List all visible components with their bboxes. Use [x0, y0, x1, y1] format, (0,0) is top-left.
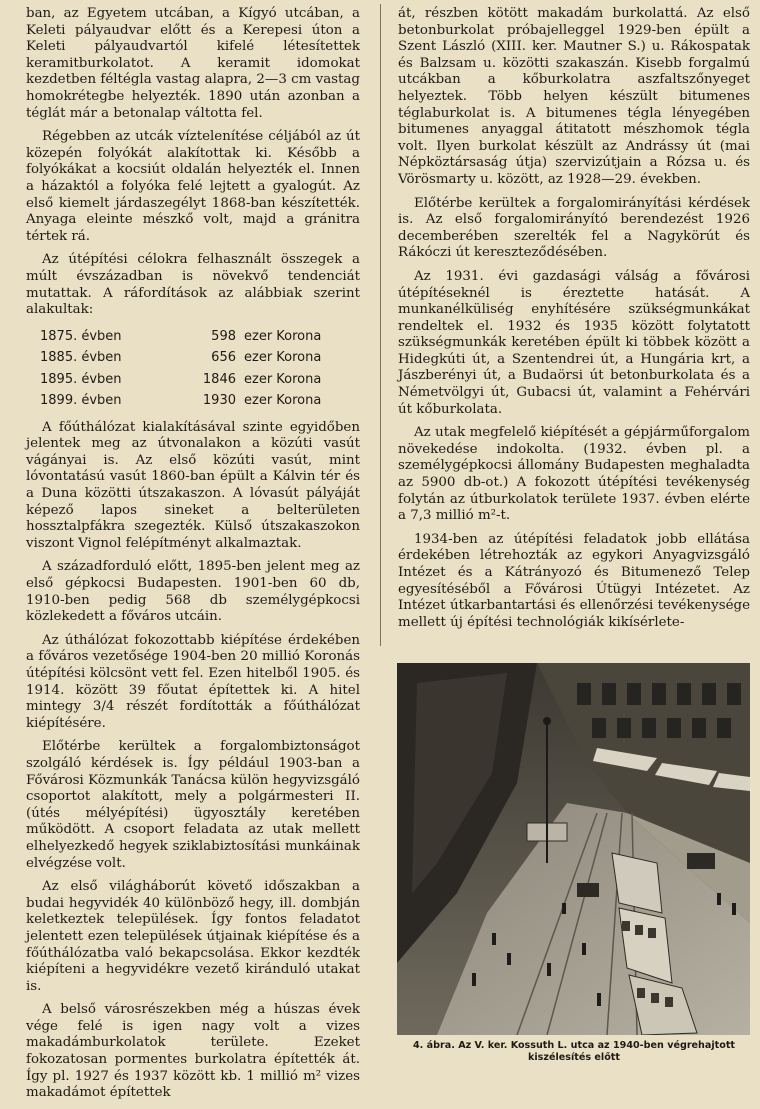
column-divider [380, 4, 381, 646]
paragraph: Az 1931. évi gazdasági válság a fővárosi útépítéseknél is éreztette hatását. A munkanélküliség enyhítésére szükségmunkákat rendeltek el. 1932 és 1935 között folytatott szükségmunkák keretében épült ki többek között a Hidegkúti út, a Szentendrei út, a Hungária krt, a Jászberényi út, a Budaörsi út betonburkolata és a Németvölgyi út, Gubacsi út, valamint a Fehérvári út kőburkolata. [398, 268, 750, 417]
spending-table [40, 326, 321, 412]
paragraph: át, részben kötött makadám burkolattá. Az első betonburkolat próbajelleggel 1929-ben épült a Szent László (XIII. ker. Mautner S.) u. Rákospatak és Balzsam u. közötti szakaszán. Kisebb forgalmú utcákban a kőburkolatra aszfaltszőnyeget helyeztek. Több helyen készült bitumenes téglaburkolat is. A bitumenes tégla lényegében bitumenes anyaggal átitatott mészhomok tégla volt. Ilyen burkolat készült az Andrássy út (mai Népköztársaság útja) szervizútjain a Rózsa u. és Vörösmarty u. között, az 1928—29. években. [398, 6, 750, 187]
amount-cell: 598 [211, 328, 236, 344]
year-cell: 1899. évben [40, 393, 122, 409]
right-column [398, 6, 750, 638]
unit-cell: ezer Korona [244, 328, 322, 344]
paragraph: A belső városrészekben még a húszas évek vége felé is igen nagy volt a vizes makadámburkolatok területe. Ezeket fokozatosan pormentes burkolatra építették át. Így pl. 1927 és 1937 között kb. 1 millió m² vizes makadámot építettek [26, 1002, 360, 1101]
street-photo [397, 663, 750, 1035]
paragraph: Régebben az utcák víztelenítése céljából az út közepén folyókát alakítottak ki. Később a folyókákat a kocsiút oldalán helyezték el. Innen a házaktól a folyóka felé lejtett a gyalogút. Az első kiemelt járdaszegélyt 1868-ban készítették. Anyaga eleinte mészkő volt, majd a gránitra tértek rá. [26, 129, 360, 244]
table-row [40, 326, 321, 348]
figure-caption: 4. ábra. Az V. ker. Kossuth L. utca az 1940-ben végrehajtott kiszélesítés előtt [413, 1040, 735, 1063]
unit-cell: ezer Korona [244, 393, 322, 409]
paragraph: Az útépítési célokra felhasznált összegek a múlt évszázadban is növekvő tendenciát mutattak. A ráfordítások az alábbiak szerint alakultak: [26, 252, 360, 318]
amount-cell: 1930 [202, 393, 236, 409]
amount-cell: 1846 [202, 371, 236, 387]
year-cell: 1895. évben [40, 371, 122, 387]
street-photo-illustration [397, 663, 750, 1035]
paragraph: Az úthálózat fokozottabb kiépítése érdekében a főváros vezetősége 1904-ben 20 millió Koronás útépítési kölcsönt vett fel. Ezen hitelből 1905. és 1914. között 39 főutat építettek ki. A hitel mintegy 3/4 részét fordították a főúthálózat kiépítésére. [26, 632, 360, 731]
paragraph: A századforduló előtt, 1895-ben jelent meg az első gépkocsi Budapesten. 1901-ben 60 db, 1910-ben pedig 568 db személygépkocsi közlekedett a főváros utcáin. [26, 559, 360, 625]
unit-cell: ezer Korona [244, 350, 322, 366]
left-column [26, 6, 360, 1109]
amount-cell: 656 [211, 350, 236, 366]
table-row [40, 390, 321, 412]
paragraph: Előtérbe kerültek a forgalombiztonságot szolgáló kérdések is. Így például 1903-ban a Fővárosi Közmunkák Tanácsa külön hegyvizsgáló csoportot alakított, mely a polgármesteri II. (útés mélyépítési) ügyosztály keretében működött. A csoport feladata az utak mellett elhelyezkedő hegyek sziklabiztosítási munkáinak elvégzése volt. [26, 739, 360, 871]
paragraph: Előtérbe kerültek a forgalomirányítási kérdések is. Az első forgalomirányító berendezést 1926 decemberében szerelték fel a Nagykörút és Rákóczi út kereszteződésében. [398, 195, 750, 261]
year-cell: 1885. évben [40, 350, 122, 366]
table-row [40, 369, 321, 391]
paragraph: A főúthálózat kialakításával szinte egyidőben jelentek meg az útvonalakon a közúti vasút vágányai is. Az első közúti vasút, mint lóvontatású vasút 1860-ban épült a Kálvin tér és a Duna közötti útszakaszon. A lóvasút pályáját képező lapos sineket a belterületen hossztalpfákra szegezték. Külső útszakaszokon viszont Vignol felépítményt alkalmaztak. [26, 419, 360, 551]
table-row [40, 347, 321, 369]
paragraph: Az első világháborút követő időszakban a budai hegyvidék 40 különböző hegy, ill. dombján keletkeztek települések. Így fontos feladatot jelentett ezen települések útjainak kiépítése és a főúthálózatba való bekapcsolása. Ekkor kezdték kiépíteni a hegyvidékre vezető kiránduló utakat is. [26, 879, 360, 994]
unit-cell: ezer Korona [244, 371, 322, 387]
year-cell: 1875. évben [40, 328, 122, 344]
paragraph: ban, az Egyetem utcában, a Kígyó utcában, a Keleti pályaudvar előtt és a Kerepesi úton a Keleti pályaudvartól kifelé létesítettek keramitburkolatot. A keramit idomokat kezdetben féltégla vastag alapra, 2—3 cm vastag homokrétegbe helyezték. 1890 után azonban a téglát már a betonalap váltotta fel. [26, 6, 360, 121]
paragraph: 1934-ben az útépítési feladatok jobb ellátása érdekében létrehozták az egykori Anyagvizsgáló Intézet és a Kátrányozó és Bitumenező Telep egyesítéséből a Fővárosi Útügyi Intézetet. Az Intézet útkarbantartási és ellenőrzési tevékenysége mellett új építési technológiák kikísérlete- [398, 531, 750, 630]
paragraph: Az utak megfelelő kiépítését a gépjárműforgalom növekedése indokolta. (1932. évben pl. a személygépkocsi állomány Budapesten meghaladta az 5900 db-ot.) A fokozott útépítési tevékenység folytán az útburkolatok területe 1937. évben elérte a 7,3 millió m²-t. [398, 425, 750, 524]
